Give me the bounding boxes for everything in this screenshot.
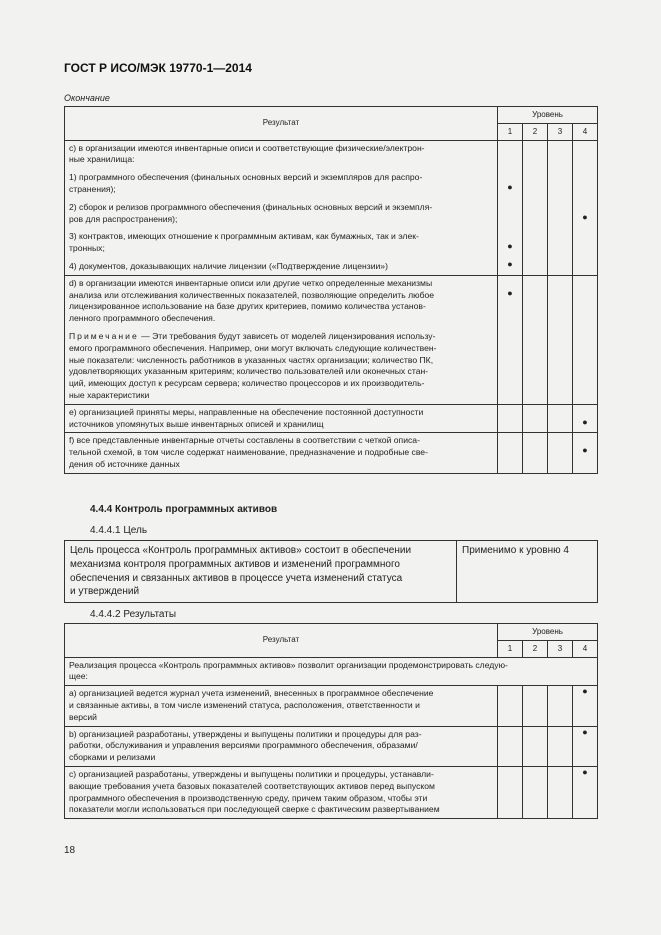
- level-cell: [573, 275, 598, 404]
- bullet-mark: ●: [582, 766, 588, 777]
- level-number: 1: [498, 640, 523, 657]
- level-cell: [573, 140, 598, 275]
- level-number: 4: [573, 640, 598, 657]
- level-cell: [548, 140, 573, 275]
- result-line: 1) программного обеспечения (финальных основных версий и экземпляров для распро-: [69, 172, 423, 183]
- level-cell: [573, 726, 598, 766]
- level-cell: [548, 404, 573, 433]
- intro-line: Реализация процесса «Контроль программных активов» позволит организации продемонстрировать следую-: [69, 659, 508, 670]
- intro-line: щее:: [69, 671, 88, 682]
- result-line: источников упомянутых выше инвентарных описей и хранилищ: [69, 418, 324, 429]
- results-table-2: [64, 623, 598, 819]
- level-number: 2: [523, 640, 548, 657]
- bullet-mark: ●: [582, 211, 588, 222]
- level-number: 3: [548, 640, 573, 657]
- result-line: работки, обслуживания и управления версиями программного обеспечения, образами/: [69, 740, 418, 751]
- results-table-1: [64, 106, 598, 474]
- goal-line: механизма контроля программных активов и изменений программного: [70, 558, 400, 570]
- table-row: [65, 140, 598, 275]
- continuation-label: Окончание: [64, 93, 110, 103]
- level-cell: [548, 275, 573, 404]
- bullet-mark: ●: [507, 241, 513, 252]
- page-number: 18: [64, 845, 76, 856]
- level-cell: [498, 766, 523, 818]
- result-cell: [65, 766, 498, 818]
- note-text: — Эти требования будут зависеть от моделей лицензирования использу-: [138, 330, 436, 341]
- result-line: c) организацией разработаны, утверждены и выпущены политики и процедуры, устанавли-: [69, 768, 434, 779]
- result-line: c) в организации имеются инвентарные описи и соответствующие физические/электрон-: [69, 142, 425, 153]
- result-cell: [65, 275, 498, 404]
- result-line: тронных;: [69, 243, 105, 254]
- level-cell: [548, 766, 573, 818]
- result-cell: [65, 404, 498, 433]
- table-row: [65, 433, 598, 473]
- level-cell: [523, 404, 548, 433]
- standard-title: ГОСТ Р ИСО/МЭК 19770-1—2014: [64, 61, 252, 75]
- result-line: версий: [69, 711, 97, 722]
- result-line: 4) документов, доказывающих наличие лицензии («Подтверждение лицензии»): [69, 260, 388, 271]
- level-cell: [498, 686, 523, 726]
- result-cell: [65, 433, 498, 473]
- level-cell: [498, 275, 523, 404]
- level-cell: [523, 433, 548, 473]
- note-line: ные характеристики: [69, 389, 150, 400]
- level-cell: [548, 726, 573, 766]
- goal-table: [64, 540, 598, 603]
- result-line: a) организацией ведется журнал учета изменений, внесенных в программное обеспечение: [69, 688, 434, 699]
- level-number: 3: [548, 123, 573, 140]
- level-cell: [498, 404, 523, 433]
- result-line: ров для распространения);: [69, 213, 178, 224]
- result-line: анализа или отслеживания количественных показателей, позволяющие определить любое: [69, 289, 435, 300]
- level-cell: [573, 686, 598, 726]
- note-line: [69, 331, 493, 343]
- level-header: Уровень: [498, 624, 598, 641]
- result-header: Результат: [65, 624, 498, 658]
- table-row: [65, 657, 598, 686]
- bullet-mark: ●: [507, 258, 513, 269]
- result-line: 2) сборок и релизов программного обеспечения (финальных основных версий и экземпля-: [69, 201, 433, 212]
- level-cell: [548, 686, 573, 726]
- table-row: [65, 275, 598, 404]
- level-cell: [498, 726, 523, 766]
- result-line: f) все представленные инвентарные отчеты составлены в соответствии с четкой описа-: [69, 435, 420, 446]
- table-row: [65, 766, 598, 818]
- bullet-mark: ●: [582, 416, 588, 427]
- result-line: d) в организации имеются инвентарные описи или другие четко определенные механизмы: [69, 277, 433, 288]
- result-line: сборками и релизами: [69, 752, 156, 763]
- result-line: странения);: [69, 183, 116, 194]
- level-cell: [523, 275, 548, 404]
- result-line: дения об источнике данных: [69, 458, 180, 469]
- note-line: ные показатели: численность работников в указанных частях организации; количество ПК,: [69, 354, 434, 365]
- level-number: 4: [573, 123, 598, 140]
- result-line: тельной схемой, в том числе содержат наименование, предназначение и подробные све-: [69, 447, 428, 458]
- table-row: [65, 726, 598, 766]
- result-line: ленного программного обеспечения.: [69, 313, 216, 324]
- bullet-mark: ●: [582, 686, 588, 697]
- bullet-mark: ●: [582, 445, 588, 456]
- level-cell: [498, 433, 523, 473]
- note-line: ций, имеющих доступ к ресурсам сервера; количество процессоров и их производитель-: [69, 378, 425, 389]
- result-line: b) организацией разработаны, утверждены и выпущены политики и процедуры для раз-: [69, 728, 422, 739]
- table-row: [65, 686, 598, 726]
- result-line: и связанные активы, в том числе изменений статуса, расположения, ответственности и: [69, 699, 420, 710]
- section-heading: 4.4.4 Контроль программных активов: [90, 504, 278, 515]
- goal-line: Цель процесса «Контроль программных активов» состоит в обеспечении: [70, 545, 412, 556]
- goal-heading: 4.4.4.1 Цель: [90, 525, 148, 536]
- level-cell: [573, 404, 598, 433]
- result-line: вающие требования учета базовых показателей соответствующих активов перед выпуском: [69, 780, 435, 791]
- level-number: 1: [498, 123, 523, 140]
- result-line: e) организацией приняты меры, направленные на обеспечение постоянной доступности: [69, 406, 424, 417]
- goal-line: обеспечения и связанных активов в процессе учета изменений статуса: [70, 572, 403, 584]
- level-number: 2: [523, 123, 548, 140]
- table-row: [65, 404, 598, 433]
- level-cell: [523, 766, 548, 818]
- result-line: лицензированное использование на базе других критериев, помимо количества установ-: [69, 301, 426, 312]
- bullet-mark: ●: [507, 181, 513, 192]
- goal-text: [65, 541, 457, 603]
- result-line: программного обеспечения в производственную среду, причем таким образом, чтобы эти: [69, 792, 428, 803]
- level-cell: [573, 766, 598, 818]
- goal-level: Применимо к уровню 4: [457, 541, 598, 603]
- level-cell: [498, 140, 523, 275]
- result-line: 3) контрактов, имеющих отношение к программным активам, как бумажных, так и элек-: [69, 231, 419, 242]
- result-cell: [65, 140, 498, 275]
- level-cell: [573, 433, 598, 473]
- level-header: Уровень: [498, 107, 598, 124]
- results-heading: 4.4.4.2 Результаты: [90, 609, 177, 620]
- goal-line: и утверждений: [70, 586, 140, 598]
- note-line: удовлетворяющих указанным критериям; количество пользователей или оконечных стан-: [69, 366, 429, 377]
- result-cell: [65, 726, 498, 766]
- intro-cell: [65, 657, 598, 686]
- result-cell: [65, 686, 498, 726]
- bullet-mark: ●: [507, 287, 513, 298]
- result-header: Результат: [65, 107, 498, 141]
- level-cell: [548, 433, 573, 473]
- level-cell: [523, 726, 548, 766]
- bullet-mark: ●: [582, 726, 588, 737]
- note-line: емого программного обеспечения. Например, они могут включать следующие количествен-: [69, 342, 437, 353]
- level-cell: [523, 140, 548, 275]
- result-line: ные хранилища:: [69, 154, 135, 165]
- note-label: Примечание: [69, 330, 139, 341]
- level-cell: [523, 686, 548, 726]
- result-line: показатели могли использоваться при последующей сверке с фактическим развертыванием: [69, 804, 440, 815]
